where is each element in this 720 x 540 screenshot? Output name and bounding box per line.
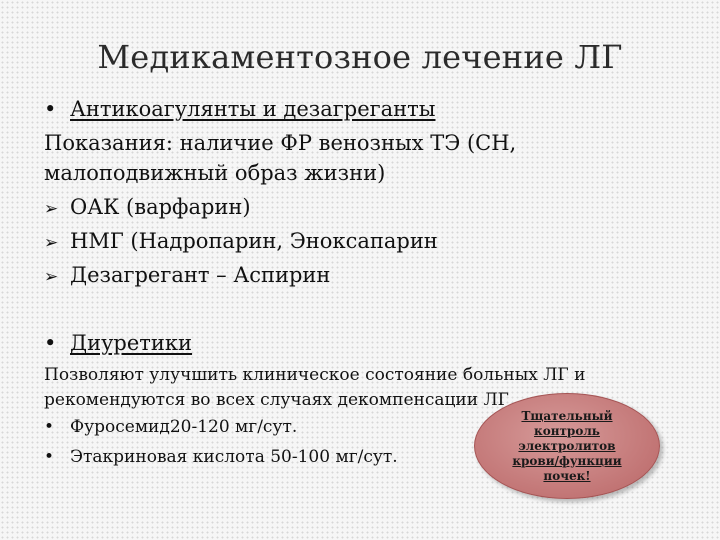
warning-callout-ellipse: [474, 393, 660, 499]
list-item-text: Этакриновая кислота 50-100 мг/сут.: [70, 447, 398, 467]
list-item-text: Дезагрегант – Аспирин: [70, 263, 331, 287]
bullet-icon: •: [44, 97, 57, 121]
list-item: [44, 194, 251, 222]
diuretics-text-line-2: рекомендуются во всех случаях декомпенсации ЛГ: [44, 390, 509, 410]
bullet-icon: •: [44, 447, 55, 467]
indications-line-2: малоподвижный образ жизни): [44, 161, 386, 185]
heading-text: Диуретики: [70, 331, 193, 355]
callout-text: Тщательный контроль электролитов крови/функции почек!: [512, 408, 622, 483]
section-anticoagulants-heading: [44, 96, 435, 122]
list-item: [44, 262, 330, 290]
list-item: [44, 228, 438, 256]
list-item: [44, 416, 297, 438]
diuretics-text-line-1: Позволяют улучшить клиническое состояние больных ЛГ и: [44, 365, 586, 385]
list-item-text: ОАК (варфарин): [70, 195, 251, 219]
list-item: [44, 446, 398, 468]
list-item-text: Фуросемид20-120 мг/сут.: [70, 417, 298, 437]
bullet-icon: •: [44, 331, 57, 355]
section-diuretics-heading: [44, 330, 192, 356]
heading-text: Антикоагулянты и дезагреганты: [70, 97, 436, 121]
bullet-icon: •: [44, 417, 55, 437]
slide-title: Медикаментозное лечение ЛГ: [97, 38, 623, 76]
list-item-text: НМГ (Надропарин, Эноксапарин: [70, 229, 438, 253]
arrow-bullet-icon: ➢: [44, 233, 59, 253]
indications-line-1: Показания: наличие ФР венозных ТЭ (СН,: [44, 131, 517, 155]
arrow-bullet-icon: ➢: [44, 199, 59, 219]
arrow-bullet-icon: ➢: [44, 267, 59, 287]
